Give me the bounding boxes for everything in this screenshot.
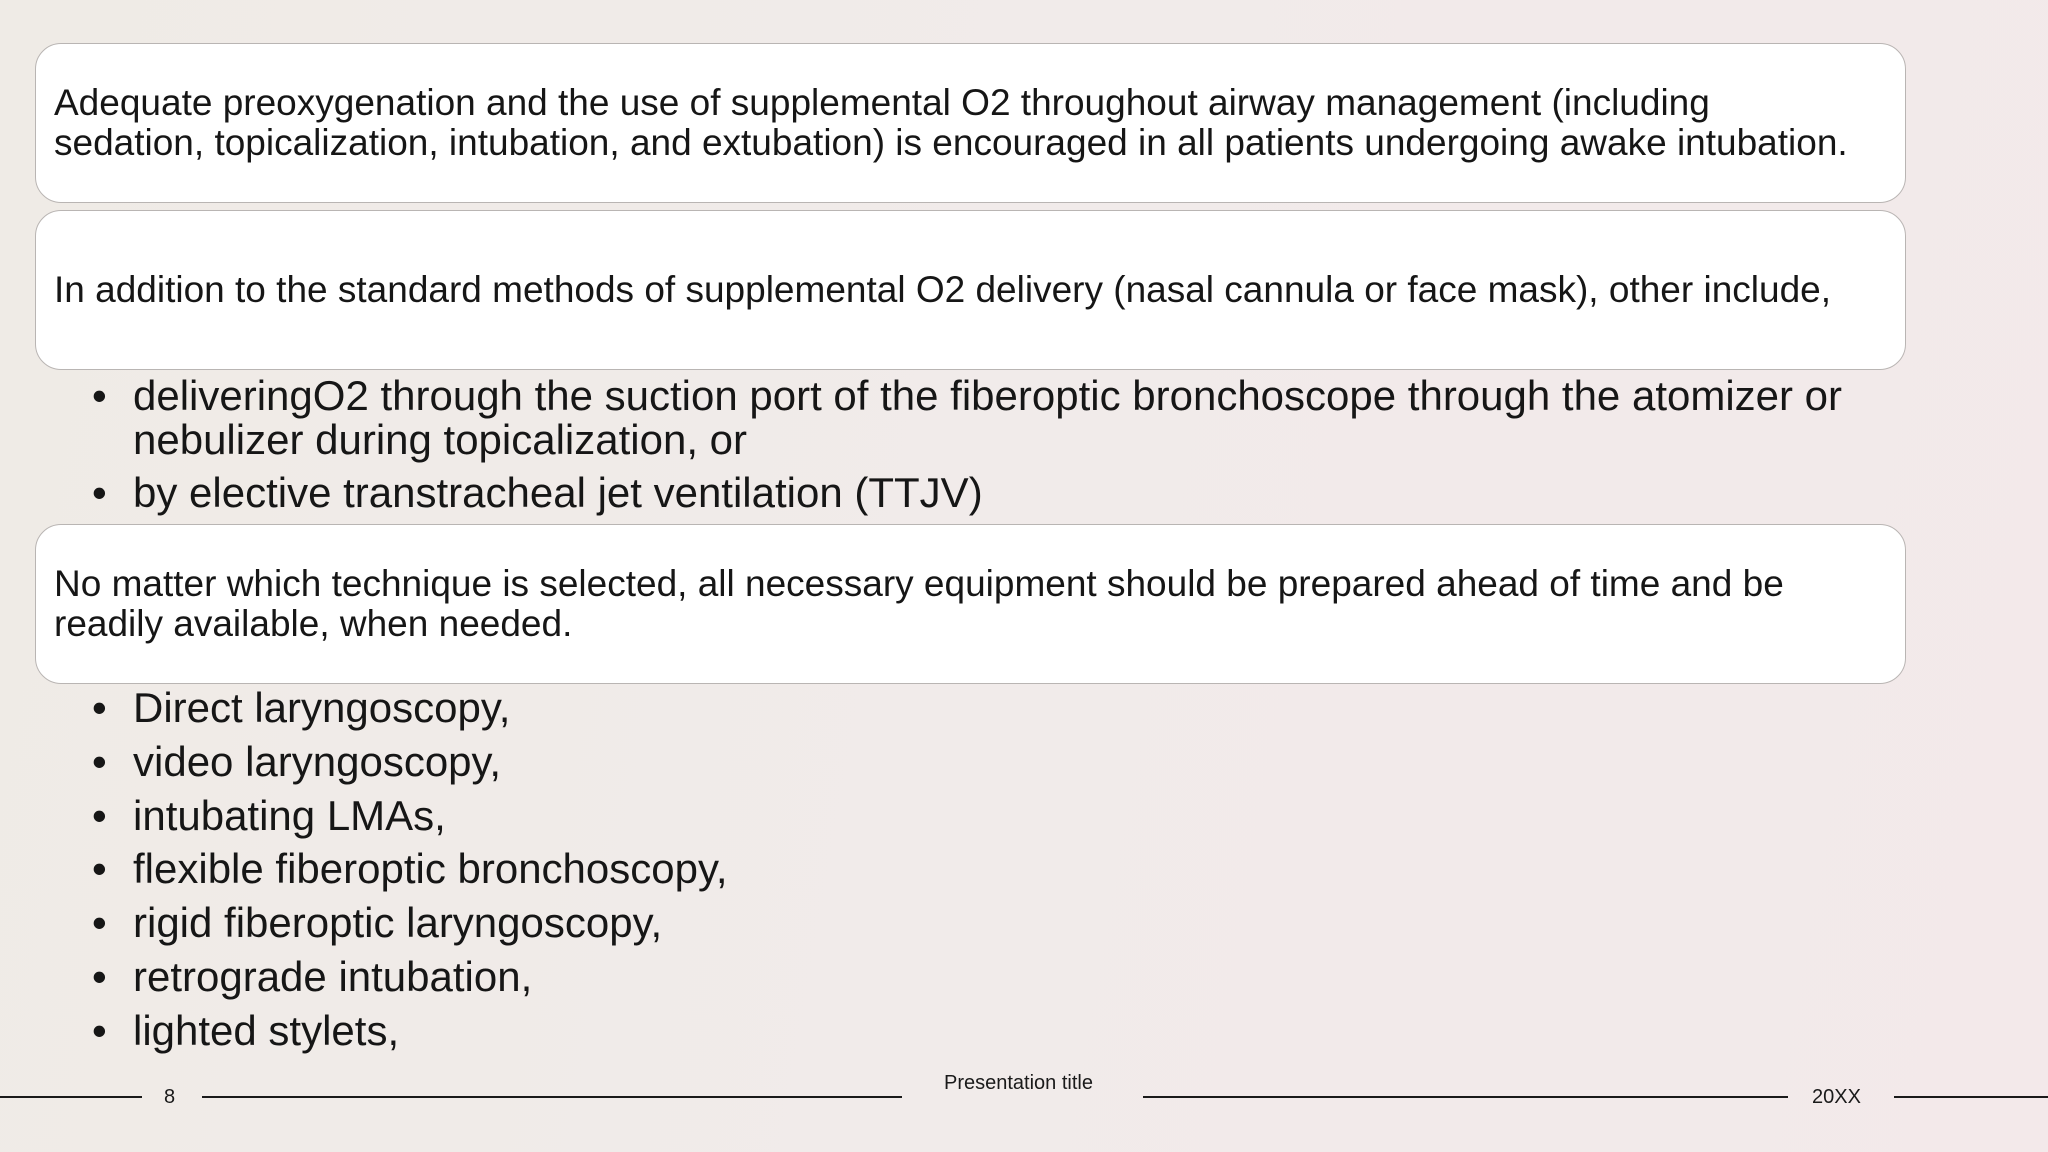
- preoxygenation-text-box: [35, 43, 1906, 203]
- list-item-text: retrograde intubation,: [133, 952, 533, 1000]
- footer-divider: [1143, 1096, 1788, 1098]
- list-item: [92, 374, 1922, 462]
- list-item: [92, 791, 1092, 839]
- list-item-text: Direct laryngoscopy,: [133, 684, 511, 731]
- list-item-text: flexible fiberoptic bronchoscopy,: [133, 845, 728, 893]
- list-item-text: intubating LMAs,: [133, 791, 446, 839]
- list-item: [92, 901, 1092, 945]
- page-number: 8: [164, 1086, 176, 1108]
- bullet-icon: •: [92, 899, 107, 947]
- equipment-text-box: [35, 524, 1906, 684]
- oxygen-delivery-text-box: [35, 210, 1906, 370]
- oxygen-delivery-text: In addition to the standard methods of supplemental O2 delivery (nasal cannula or face mask), other include,: [54, 269, 1832, 310]
- list-item: [92, 471, 1922, 515]
- bullet-icon: •: [92, 791, 107, 839]
- footer-divider: [0, 1096, 142, 1098]
- preoxygenation-text: Adequate preoxygenation and the use of supplemental O2 throughout airway management (including sedation, topicalization, intubation, and extubation) is encouraged in all patients undergoing awake intubation.: [54, 82, 1848, 163]
- bullet-icon: •: [92, 684, 107, 731]
- equipment-list: [92, 686, 1092, 1063]
- list-item: [92, 1006, 1092, 1054]
- list-item-text: deliveringO2 through the suction port of the fiberoptic bronchoscope through the atomizer or nebulizer during topicalization, or: [133, 372, 1843, 463]
- footer-divider: [1894, 1096, 2048, 1098]
- list-item: [92, 847, 1092, 891]
- bullet-icon: •: [92, 952, 107, 1000]
- list-item-text: video laryngoscopy,: [133, 737, 502, 785]
- bullet-icon: •: [92, 372, 107, 419]
- bullet-icon: •: [92, 737, 107, 785]
- list-item: [92, 737, 1092, 785]
- bullet-icon: •: [92, 469, 107, 516]
- list-item-text: rigid fiberoptic laryngoscopy,: [133, 899, 663, 947]
- list-item-text: lighted stylets,: [133, 1006, 400, 1054]
- bullet-icon: •: [92, 1006, 107, 1054]
- footer-divider: [202, 1096, 902, 1098]
- list-item: [92, 952, 1092, 1000]
- presentation-title: Presentation title: [944, 1072, 1093, 1094]
- equipment-text: No matter which technique is selected, all necessary equipment should be prepared ahead of time and be readily available, when needed.: [54, 563, 1784, 644]
- list-item-text: by elective transtracheal jet ventilation (TTJV): [133, 469, 983, 516]
- list-item: [92, 686, 1092, 730]
- oxygen-methods-list: [92, 374, 1922, 524]
- bullet-icon: •: [92, 845, 107, 893]
- footer-year: 20XX: [1812, 1086, 1861, 1108]
